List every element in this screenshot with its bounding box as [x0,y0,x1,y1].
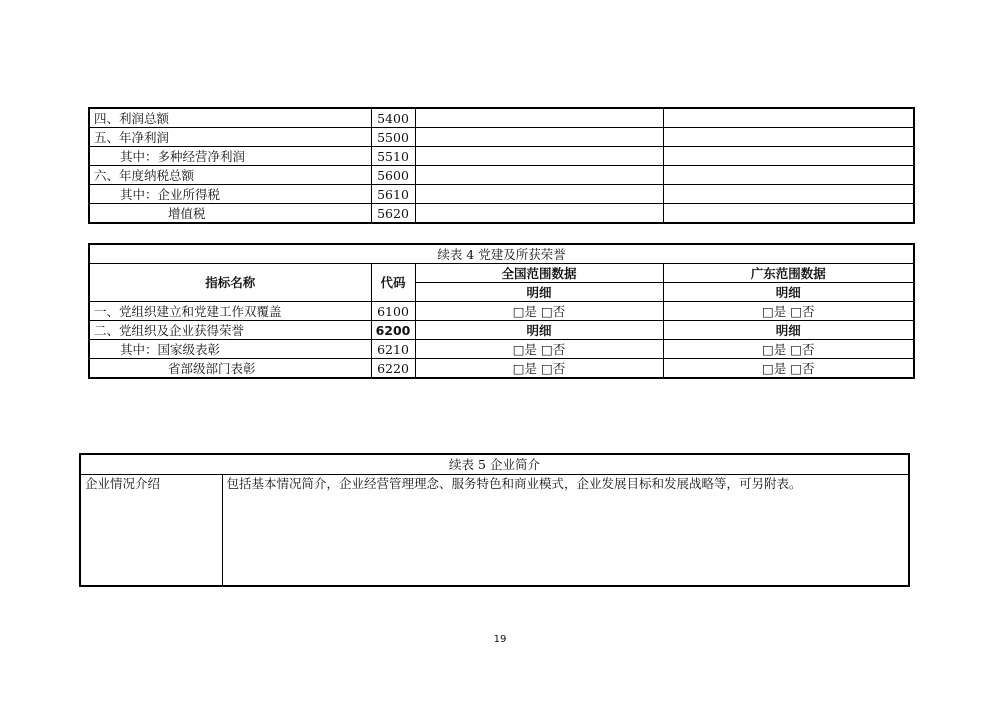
table-title: 续表 5 企业简介 [80,454,909,475]
table-row [89,166,914,185]
indicator-name: 其中：国家级表彰 [89,340,371,359]
national-value-cell[interactable] [415,128,663,147]
guangdong-yes-no-checkbox[interactable]: □是 □否 [663,359,914,379]
table-row [89,147,914,166]
national-value-cell[interactable] [415,147,663,166]
national-yes-no-checkbox[interactable]: □是 □否 [415,359,663,379]
guangdong-yes-no-checkbox[interactable]: □是 □否 [663,302,914,321]
indicator-code: 6100 [371,302,415,321]
header-national-data: 全国范围数据 [415,264,663,283]
guangdong-detail-label: 明细 [663,321,914,340]
table-row [89,321,914,340]
indicator-code: 5510 [371,147,415,166]
indicator-name: 其中：企业所得税 [89,185,371,204]
guangdong-value-cell[interactable] [663,166,914,185]
guangdong-value-cell[interactable] [663,147,914,166]
indicator-name: 四、利润总额 [89,108,371,128]
company-intro-field[interactable]: 包括基本情况简介，企业经营管理理念、服务特色和商业模式，企业发展目标和发展战略等，可另附表。 [222,475,909,587]
indicator-code: 5500 [371,128,415,147]
indicator-name: 二、党组织及企业获得荣誉 [89,321,371,340]
header-guangdong-data: 广东范围数据 [663,264,914,283]
header-code: 代码 [371,264,415,302]
indicator-name: 增值税 [89,204,371,224]
table-row [89,108,914,128]
table-row [89,185,914,204]
national-value-cell[interactable] [415,166,663,185]
national-value-cell[interactable] [415,108,663,128]
national-value-cell[interactable] [415,185,663,204]
table-row [89,302,914,321]
indicator-name: 六、年度纳税总额 [89,166,371,185]
indicator-name: 其中：多种经营净利润 [89,147,371,166]
indicator-code: 5620 [371,204,415,224]
national-value-cell[interactable] [415,204,663,224]
table-title: 续表 4 党建及所获荣誉 [89,244,914,264]
indicator-name: 五、年净利润 [89,128,371,147]
guangdong-value-cell[interactable] [663,185,914,204]
indicator-code: 5600 [371,166,415,185]
national-yes-no-checkbox[interactable]: □是 □否 [415,340,663,359]
header-detail: 明细 [415,283,663,302]
company-intro-table [79,453,910,587]
indicator-name: 一、党组织建立和党建工作双覆盖 [89,302,371,321]
indicator-code: 6200 [371,321,415,340]
indicator-code: 5400 [371,108,415,128]
party-building-table [88,243,915,379]
indicator-code: 6220 [371,359,415,379]
guangdong-yes-no-checkbox[interactable]: □是 □否 [663,340,914,359]
indicator-name: 省部级部门表彰 [89,359,371,379]
guangdong-value-cell[interactable] [663,128,914,147]
company-intro-label: 企业情况介绍 [80,475,222,587]
table-row [89,340,914,359]
table-row [89,359,914,379]
national-yes-no-checkbox[interactable]: □是 □否 [415,302,663,321]
national-detail-label: 明细 [415,321,663,340]
guangdong-value-cell[interactable] [663,108,914,128]
page-number: 19 [493,634,507,645]
financial-indicator-table [88,107,915,224]
header-detail: 明细 [663,283,914,302]
guangdong-value-cell[interactable] [663,204,914,224]
table-row [89,204,914,224]
indicator-code: 6210 [371,340,415,359]
header-indicator-name: 指标名称 [89,264,371,302]
indicator-code: 5610 [371,185,415,204]
table-row [89,128,914,147]
